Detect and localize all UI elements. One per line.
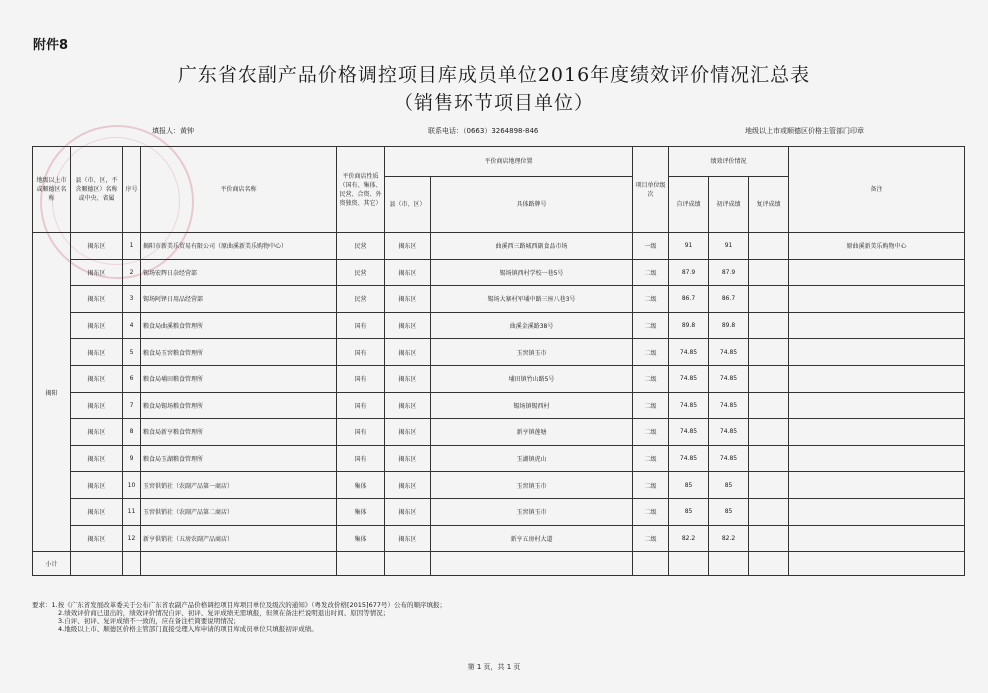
- cell-remark: [789, 419, 965, 446]
- cell-loc-county: 揭东区: [385, 259, 431, 286]
- cell-level: 二级: [633, 259, 669, 286]
- page-subtitle: （销售环节项目单位）: [393, 92, 594, 114]
- cell-address: 曲溪金溪路38号: [431, 312, 633, 339]
- cell-level: 二级: [633, 472, 669, 499]
- cell-level: 二级: [633, 365, 669, 392]
- table-row: [33, 312, 965, 339]
- cell-address: 新亨五房村大道: [431, 525, 633, 552]
- cell-county: 揭东区: [71, 445, 123, 472]
- cell-seq: 8: [123, 419, 141, 446]
- cell-nature: 国有: [337, 339, 385, 366]
- cell-address: 玉湖镇虎山: [431, 445, 633, 472]
- cell-self: 85: [669, 498, 709, 525]
- cell-seq: 1: [123, 233, 141, 260]
- cell-first: 86.7: [709, 286, 749, 313]
- cell-address: 锡场镇锡西村: [431, 392, 633, 419]
- cell-remark: [789, 286, 965, 313]
- cell-first: 74.85: [709, 445, 749, 472]
- cell-county: 揭东区: [71, 498, 123, 525]
- cell-loc-county: 揭东区: [385, 498, 431, 525]
- cell-shop-name: 粮食局新亨粮食管理所: [141, 419, 337, 446]
- cell-first: 74.85: [709, 419, 749, 446]
- cell-self: 74.85: [669, 445, 709, 472]
- cell-shop-name: 揭阳市新美乐贸易有限公司（原曲溪新美乐购物中心）: [141, 233, 337, 260]
- cell-first: 87.9: [709, 259, 749, 286]
- header-seq: 序号: [123, 147, 141, 233]
- cell-level: 二级: [633, 339, 669, 366]
- header-review: 复评成绩: [749, 177, 789, 233]
- cell-first: 74.85: [709, 339, 749, 366]
- cell-nature: 集体: [337, 498, 385, 525]
- cell-nature: 民营: [337, 233, 385, 260]
- table-row: [33, 286, 965, 313]
- cell-self: 74.85: [669, 419, 709, 446]
- cell-address: 玉窖镇玉市: [431, 339, 633, 366]
- cell-remark: [789, 498, 965, 525]
- cell-address: 玉窖镇玉市: [431, 498, 633, 525]
- summary-table: [32, 146, 965, 576]
- cell-level: 二级: [633, 419, 669, 446]
- cell-county: 揭东区: [71, 392, 123, 419]
- cell-seq: 7: [123, 392, 141, 419]
- cell-review: [749, 365, 789, 392]
- cell-shop-name: 玉窖供销社（农副产品第二商店）: [141, 498, 337, 525]
- table-row: [33, 233, 965, 260]
- cell-remark: [789, 312, 965, 339]
- cell-review: [749, 392, 789, 419]
- stamp-note: 地级以上市或顺德区价格主管部门印章: [745, 127, 864, 135]
- header-first: 初评成绩: [709, 177, 749, 233]
- cell-remark: 原曲溪新美乐购物中心: [789, 233, 965, 260]
- cell-seq: 9: [123, 445, 141, 472]
- cell-self: 91: [669, 233, 709, 260]
- cell-shop-name: 粮食局玉湖粮食管理所: [141, 445, 337, 472]
- cell-address: 锡场大寨村军埔中路三座八巷3号: [431, 286, 633, 313]
- cell-nature: 国有: [337, 419, 385, 446]
- cell-shop-name: 玉窖供销社（农副产品第一商店）: [141, 472, 337, 499]
- attachment-label: 附件8: [33, 38, 69, 53]
- cell-county: 揭东区: [71, 312, 123, 339]
- cell-remark: [789, 525, 965, 552]
- cell-shop-name: 粮食局玉窖粮食管理所: [141, 339, 337, 366]
- cell-review: [749, 233, 789, 260]
- cell-seq: 6: [123, 365, 141, 392]
- table-row: [33, 525, 965, 552]
- cell-self: 87.9: [669, 259, 709, 286]
- cell-shop-name: 粮食局埔田粮食管理所: [141, 365, 337, 392]
- cell-loc-county: 揭东区: [385, 365, 431, 392]
- cell-city: 揭阳: [33, 233, 71, 552]
- header-loc-address: 具体路牌号: [431, 177, 633, 233]
- cell-review: [749, 259, 789, 286]
- cell-shop-name: 粮食局锡场粮食管理所: [141, 392, 337, 419]
- cell-remark: [789, 392, 965, 419]
- cell-self: 74.85: [669, 365, 709, 392]
- cell-level: 二级: [633, 312, 669, 339]
- cell-address: 埔田镇竹山路5号: [431, 365, 633, 392]
- cell-level: 二级: [633, 525, 669, 552]
- cell-review: [749, 419, 789, 446]
- cell-nature: 集体: [337, 472, 385, 499]
- header-self: 自评成绩: [669, 177, 709, 233]
- cell-county: 揭东区: [71, 339, 123, 366]
- cell-nature: 国有: [337, 365, 385, 392]
- cell-seq: 12: [123, 525, 141, 552]
- header-remark: 备注: [789, 147, 965, 233]
- header-county: 县（市、区，不含顺德区）名称或中央、省属: [71, 147, 123, 233]
- table-row: [33, 259, 965, 286]
- notes-block: [32, 601, 446, 633]
- cell-seq: 3: [123, 286, 141, 313]
- cell-review: [749, 525, 789, 552]
- cell-address: 玉窖镇玉市: [431, 472, 633, 499]
- cell-remark: [789, 365, 965, 392]
- cell-loc-county: 揭东区: [385, 419, 431, 446]
- cell-loc-county: 揭东区: [385, 286, 431, 313]
- cell-self: 74.85: [669, 392, 709, 419]
- cell-review: [749, 286, 789, 313]
- cell-first: 74.85: [709, 392, 749, 419]
- header-location: 平价商店地理位置: [385, 147, 633, 177]
- table-row: [33, 392, 965, 419]
- cell-seq: 2: [123, 259, 141, 286]
- cell-seq: 4: [123, 312, 141, 339]
- cell-county: 揭东区: [71, 419, 123, 446]
- cell-self: 85: [669, 472, 709, 499]
- cell-first: 85: [709, 472, 749, 499]
- cell-review: [749, 472, 789, 499]
- cell-county: 揭东区: [71, 365, 123, 392]
- cell-remark: [789, 445, 965, 472]
- cell-remark: [789, 259, 965, 286]
- header-level: 项目单位级次: [633, 147, 669, 233]
- header-shop-name: 平价商店名称: [141, 147, 337, 233]
- table-row: [33, 339, 965, 366]
- header-nature: 平价商店性质（国有、集体、民营、合资、外资独资、其它）: [337, 147, 385, 233]
- table-row: [33, 472, 965, 499]
- cell-nature: 国有: [337, 312, 385, 339]
- table-row: [33, 498, 965, 525]
- cell-nature: 国有: [337, 392, 385, 419]
- cell-self: 82.2: [669, 525, 709, 552]
- table-row: [33, 445, 965, 472]
- cell-level: 二级: [633, 445, 669, 472]
- cell-address: 新亨镇莲塘: [431, 419, 633, 446]
- cell-self: 86.7: [669, 286, 709, 313]
- header-eval: 绩效评价情况: [669, 147, 789, 177]
- cell-loc-county: 揭东区: [385, 392, 431, 419]
- phone-info: 联系电话：（0663）3264898-846: [428, 127, 539, 135]
- cell-first: 89.8: [709, 312, 749, 339]
- header-loc-county: 县（市、区）: [385, 177, 431, 233]
- cell-nature: 民营: [337, 286, 385, 313]
- cell-address: 锡场镇西村学校一巷5号: [431, 259, 633, 286]
- cell-county: 揭东区: [71, 286, 123, 313]
- cell-loc-county: 揭东区: [385, 312, 431, 339]
- cell-county: 揭东区: [71, 259, 123, 286]
- header-city: 地级以上市或顺德区名称: [33, 147, 71, 233]
- note-line: 2.绩效评价商已退出的，绩效评价情况自评、初评、复评成绩无需填报，但须在备注栏说明退出时间、原因等情况；: [58, 609, 390, 617]
- cell-loc-county: 揭东区: [385, 472, 431, 499]
- note-line: 4.地级以上市、顺德区价格主管部门直接受理入库申请的项目库成员单位只填报初评成绩。: [58, 625, 318, 633]
- cell-shop-name: 粮食局曲溪粮食管理所: [141, 312, 337, 339]
- cell-county: 揭东区: [71, 472, 123, 499]
- cell-seq: 5: [123, 339, 141, 366]
- cell-nature: 民营: [337, 259, 385, 286]
- cell-shop-name: 锡场宏辉日杂经营部: [141, 259, 337, 286]
- note-line: 要求：1.按《广东省发展改革委关于公布广东省农副产品价格调控项目库项目单位及级次的通知》（粤发改价格[2015]677号）公布的顺序填报；: [32, 601, 446, 609]
- page-footer: 第 1 页，共 1 页: [467, 663, 521, 671]
- cell-self: 89.8: [669, 312, 709, 339]
- cell-review: [749, 339, 789, 366]
- cell-level: 一级: [633, 233, 669, 260]
- cell-nature: 集体: [337, 525, 385, 552]
- filler-info: 填报人：黄钟: [152, 127, 194, 135]
- cell-seq: 10: [123, 472, 141, 499]
- cell-address: 曲溪西三路城西副食品市场: [431, 233, 633, 260]
- cell-county: 揭东区: [71, 233, 123, 260]
- cell-level: 二级: [633, 498, 669, 525]
- page-title: 广东省农副产品价格调控项目库成员单位2016年度绩效评价情况汇总表: [177, 64, 811, 86]
- cell-first: 74.85: [709, 365, 749, 392]
- cell-loc-county: 揭东区: [385, 445, 431, 472]
- cell-seq: 11: [123, 498, 141, 525]
- cell-review: [749, 445, 789, 472]
- cell-shop-name: 新亨供销社（五房农副产品商店）: [141, 525, 337, 552]
- cell-loc-county: 揭东区: [385, 525, 431, 552]
- cell-total-label: 小计: [33, 552, 71, 576]
- table-row: [33, 365, 965, 392]
- cell-review: [749, 312, 789, 339]
- cell-self: 74.85: [669, 339, 709, 366]
- cell-county: 揭东区: [71, 525, 123, 552]
- cell-remark: [789, 339, 965, 366]
- cell-review: [749, 498, 789, 525]
- total-row: [33, 552, 965, 576]
- cell-first: 85: [709, 498, 749, 525]
- note-line: 3.自评、初评、复评成绩不一致的，应在备注栏简要说明情况；: [58, 617, 240, 625]
- cell-level: 二级: [633, 286, 669, 313]
- cell-first: 91: [709, 233, 749, 260]
- cell-loc-county: 揭东区: [385, 233, 431, 260]
- cell-first: 82.2: [709, 525, 749, 552]
- cell-level: 二级: [633, 392, 669, 419]
- cell-shop-name: 锡场阿铎日用品经营部: [141, 286, 337, 313]
- cell-nature: 国有: [337, 445, 385, 472]
- cell-remark: [789, 472, 965, 499]
- cell-loc-county: 揭东区: [385, 339, 431, 366]
- table-row: [33, 419, 965, 446]
